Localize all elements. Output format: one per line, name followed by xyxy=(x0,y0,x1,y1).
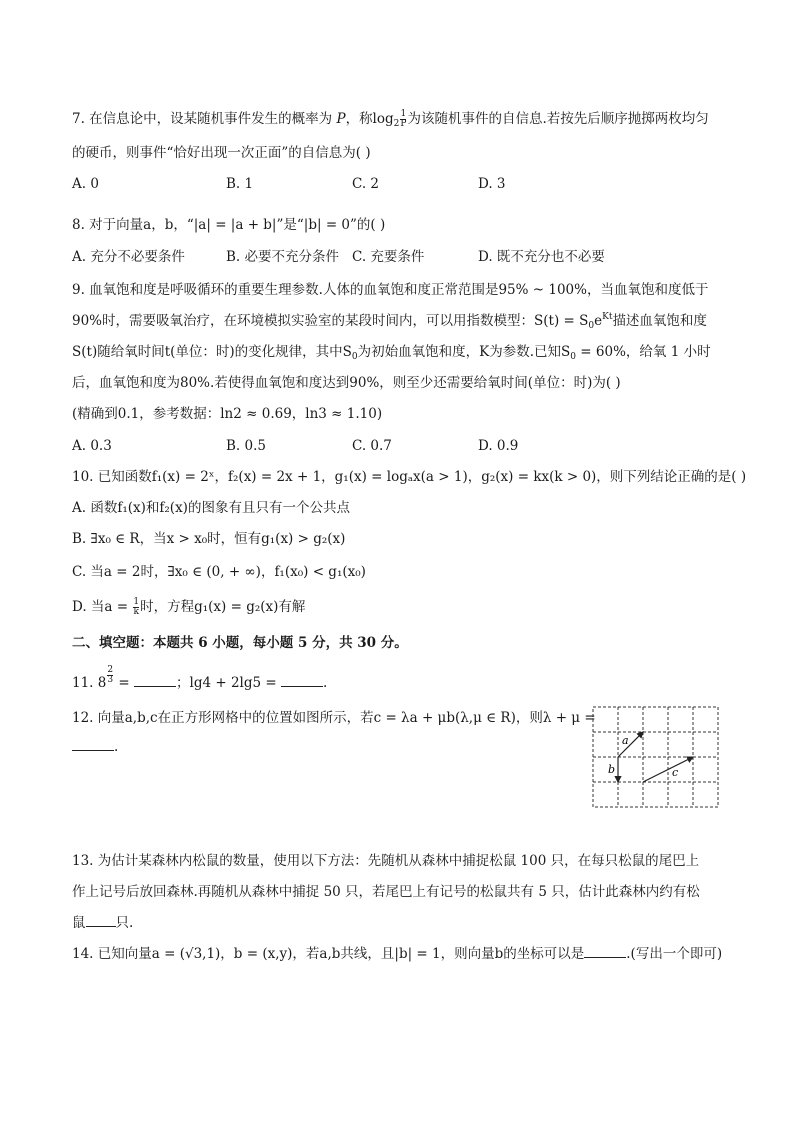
q9-line-3: S(t)随给氧时间t(单位：时)的变化规律，其中$S_0$为初始血氧饱和度，K为参数.已知$S_0 = 60\%$，给氧 1 小时 xyxy=(72,344,711,362)
q8-option-b[interactable]: B. 必要不充分条件 xyxy=(226,249,340,265)
q7-option-d[interactable]: D. 3 xyxy=(478,176,506,192)
q10-option-c[interactable]: C. 当a = 2时，∃x₀ ∈ (0, + ∞)，f₁(x₀) < g₁(x₀) xyxy=(72,564,366,580)
q9-option-c[interactable]: C. 0.7 xyxy=(352,438,392,454)
q9-line-4: 后，血氧饱和度为80%.若使得血氧饱和度达到90%，则至少还需要给氧时间(单位：时)为( ) xyxy=(72,375,621,391)
q7-p: P xyxy=(336,111,346,127)
q10-option-d[interactable]: D. 当a = $\frac{1}{k}$ 时，方程g₁(x) = g₂(x)有解 xyxy=(72,597,306,617)
q7-option-b[interactable]: B. 1 xyxy=(226,176,254,192)
q10-d-fraction: $\frac{1}{k}$ xyxy=(133,597,140,617)
q9-line-5: (精确到0.1，参考数据：ln2 ≈ 0.69，ln3 ≈ 1.10) xyxy=(72,406,383,422)
q10-option-b[interactable]: B. ∃x₀ ∈ R，当x > x₀时，恒有g₁(x) > g₂(x) xyxy=(72,531,346,547)
q11-exponent: $\frac{2}{3}$ xyxy=(107,665,114,685)
q13-line-2: 作上记号后放回森林.再随机从森林中捕捉 50 只，若尾巴上有记号的松鼠共有 5 只，估计此森林内约有松 xyxy=(72,884,700,900)
q8-option-d[interactable]: D. 既不充分也不必要 xyxy=(478,249,605,265)
vector-b-label: b xyxy=(608,763,616,776)
q14-blank[interactable] xyxy=(584,945,626,958)
q9-line-1: 9. 血氧饱和度是呼吸循环的重要生理参数.人体的血氧饱和度正常范围是95% ~ 100%，当血氧饱和度低于 xyxy=(72,282,709,298)
q8-line: 8. 对于向量a，b，“|a| = |a + b|”是“|b| = 0”的( ) xyxy=(72,217,386,233)
q13-line-3: 鼠 只. xyxy=(72,915,134,931)
q10-option-a[interactable]: A. 函数f₁(x)和f₂(x)的图象有且只有一个公共点 xyxy=(72,500,350,516)
q11-blank-1[interactable] xyxy=(134,674,176,687)
q11-line: 11. 8 $\frac{2}{3}$ = ；lg4 + 2lg5 = . xyxy=(72,665,328,691)
q7-option-c[interactable]: C. 2 xyxy=(352,176,380,192)
q12-line-2: . xyxy=(72,738,118,756)
q8-option-a[interactable]: A. 充分不必要条件 xyxy=(72,249,185,265)
q9-line-2: 90%时，需要吸氧治疗，在环境模拟实验室的某段时间内，可以用指数模型：$S(t) = S_0e^{Kt}$描述血氧饱和度 xyxy=(72,312,707,331)
q7-fraction: $\frac{1}{P}$ xyxy=(400,109,407,129)
q10-line: 10. 已知函数f₁(x) = 2ˣ，f₂(x) = 2x + 1，g₁(x) = logₐx(a > 1)，g₂(x) = kx(k > 0)，则下列结论正确的是( ) xyxy=(72,469,747,485)
q9-option-b[interactable]: B. 0.5 xyxy=(226,438,266,454)
q9-option-d[interactable]: D. 0.9 xyxy=(478,438,519,454)
q8-option-c[interactable]: C. 充要条件 xyxy=(352,249,425,265)
q9-option-a[interactable]: A. 0.3 xyxy=(72,438,112,454)
q14-line: 14. 已知向量a = (√3,1)，b = (x,y)，若a,b共线，且|b| = 1，则向量b的坐标可以是 .(写出一个即可) xyxy=(72,946,723,962)
section-2-title: 二、填空题：本题共 6 小题，每小题 5 分，共 30 分。 xyxy=(72,635,408,651)
q12-blank[interactable] xyxy=(72,738,114,751)
q7-line-1: 7. 在信息论中，设某随机事件发生的概率为 P，称$\log_2$ $\frac{1}{P}$ 为该随机事件的自信息.若按先后顺序抛掷两枚均匀 xyxy=(72,109,709,129)
vector-a-label: a xyxy=(622,734,629,747)
q7-line-2: 的硬币，则事件“恰好出现一次正面”的自信息为( ) xyxy=(72,145,371,161)
q7-option-a[interactable]: A. 0 xyxy=(72,176,99,192)
q11-blank-2[interactable] xyxy=(281,674,323,687)
q12-line-1: 12. 向量a,b,c在正方形网格中的位置如图所示，若c = λa + μb(λ,μ ∈ R)，则λ + μ = xyxy=(72,710,596,726)
vector-grid-figure xyxy=(592,706,720,809)
grid-lines xyxy=(593,707,718,807)
q13-line-1: 13. 为估计某森林内松鼠的数量，使用以下方法：先随机从森林中捕捉松鼠 100 只，在每只松鼠的尾巴上 xyxy=(72,853,700,869)
q13-blank[interactable] xyxy=(86,914,116,927)
vector-grid-svg xyxy=(592,706,720,809)
vector-c-label: c xyxy=(672,766,679,779)
